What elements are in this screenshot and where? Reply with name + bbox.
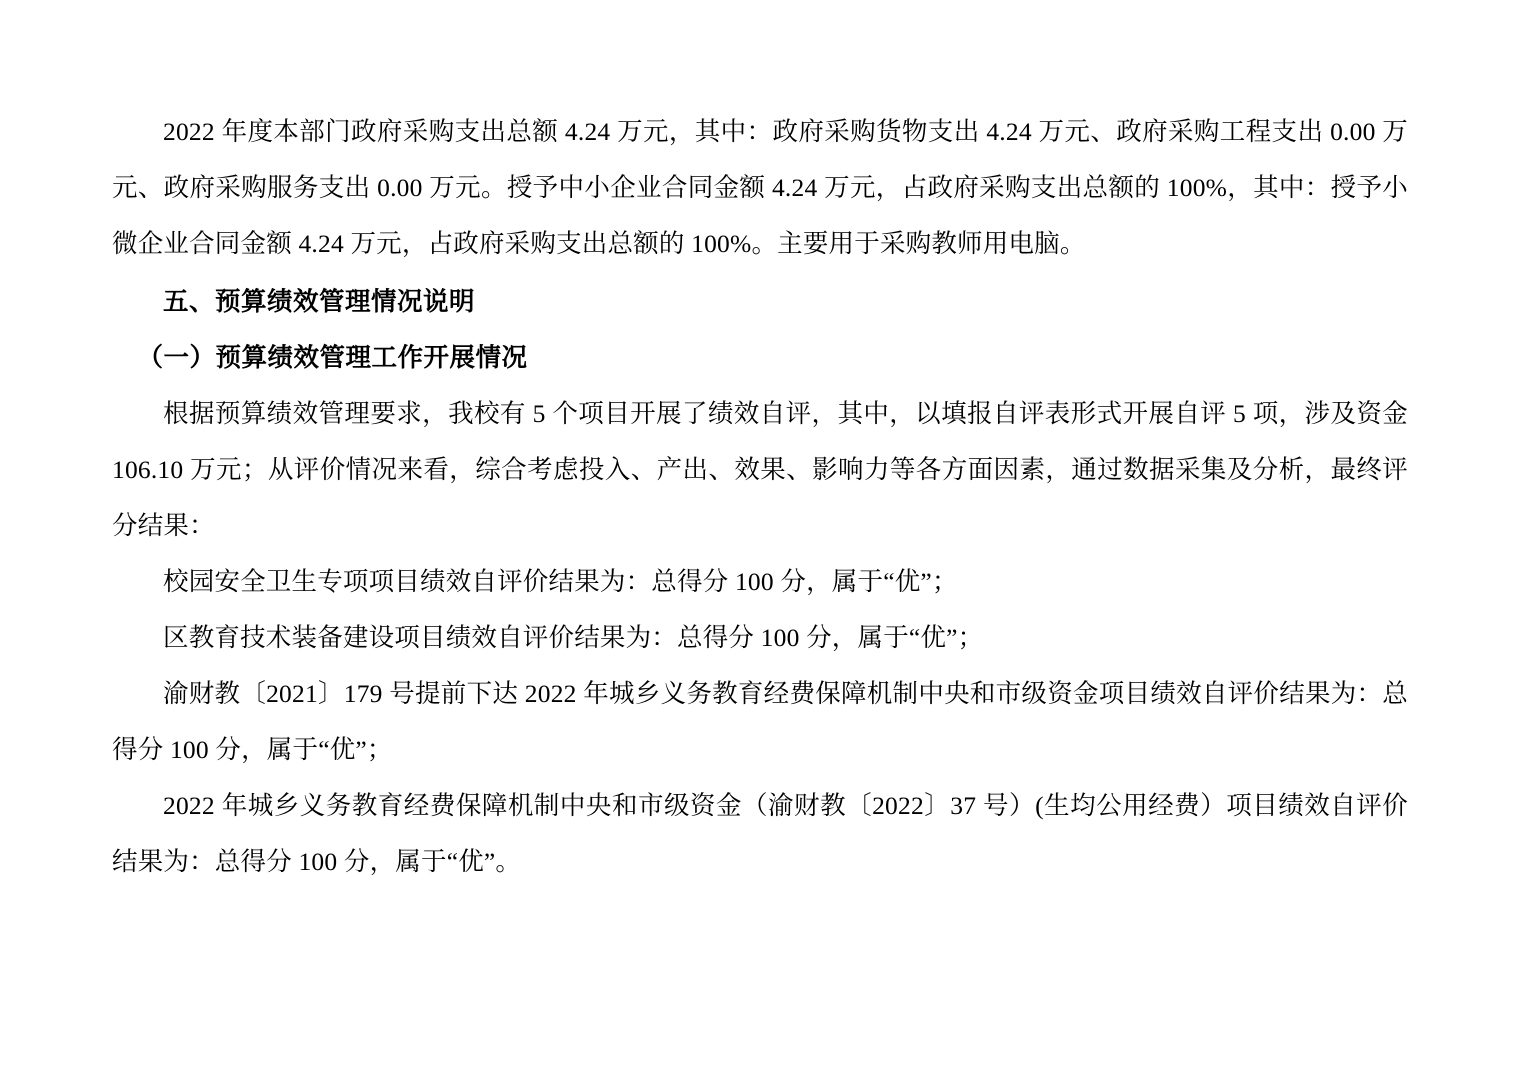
section-heading-budget-performance: 五、预算绩效管理情况说明 bbox=[163, 287, 476, 316]
paragraph-result-education-equipment: 区教育技术装备建设项目绩效自评价结果为：总得分 100 分，属于“优”； bbox=[163, 623, 984, 652]
subsection-heading-performance-work: （一）预算绩效管理工作开展情况 bbox=[137, 343, 528, 373]
document-body bbox=[112, 104, 1408, 890]
paragraph-government-procurement: 2022 年度本部门政府采购支出总额 4.24 万元，其中：政府采购货物支出 4.24 万元、政府采购工程支出 0.00 万元、政府采购服务支出 0.00 万元。授予中小企业合同金额 4.24 万元，占政府采购支出总额的 100%，其中：授予小微企业合同金额 4.24 万元，占政府采购支出总额的 100%。主要用于采购教师用电脑。 bbox=[112, 117, 1408, 258]
paragraph-performance-overview: 根据预算绩效管理要求，我校有 5 个项目开展了绩效自评，其中，以填报自评表形式开展自评 5 项，涉及资金 106.10 万元；从评价情况来看，综合考虑投入、产出、效果、影响力等各方面因素，通过数据采集及分析，最终评分结果： bbox=[112, 399, 1408, 540]
paragraph-result-2021-179: 渝财教〔2021〕179 号提前下达 2022 年城乡义务教育经费保障机制中央和市级资金项目绩效自评价结果为：总得分 100 分，属于“优”； bbox=[112, 679, 1408, 764]
paragraph-result-campus-safety: 校园安全卫生专项项目绩效自评价结果为：总得分 100 分，属于“优”； bbox=[163, 567, 958, 596]
paragraph-result-2022-37: 2022 年城乡义务教育经费保障机制中央和市级资金（渝财教〔2022〕37 号）(生均公用经费）项目绩效自评价结果为：总得分 100 分，属于“优”。 bbox=[112, 791, 1408, 876]
